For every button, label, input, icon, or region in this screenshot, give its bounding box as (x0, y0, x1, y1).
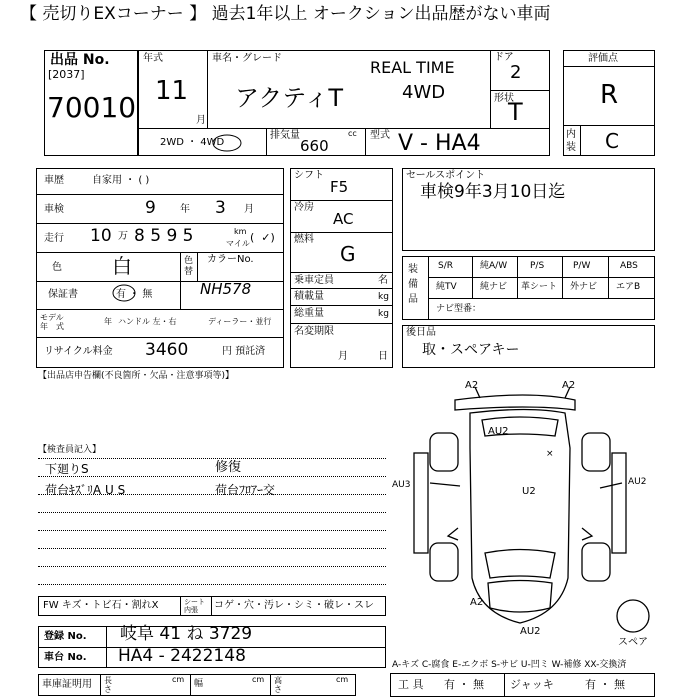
sales-point-value: 車検9年3月10日迄 (420, 182, 566, 202)
cert-wid: 幅 (194, 679, 204, 689)
score-label: 評価点 (588, 53, 618, 64)
color-value: 白 (112, 254, 132, 278)
later-value: 取・スペアキー (422, 342, 520, 358)
mileage-man-unit: 万 (118, 231, 128, 242)
capacity-unit-2: kg (378, 309, 389, 319)
mileage-km: km (234, 227, 247, 236)
warranty-circle-icon (112, 284, 136, 302)
history-value: 自家用 ・ ( ) (92, 175, 150, 186)
diagram-label-0: A2 (465, 380, 479, 391)
model-label: 型式 (370, 130, 390, 141)
name-value: アクティT (235, 84, 344, 112)
legend-seat2: コゲ・穴・汚レ・シミ・破レ・スレ (214, 600, 374, 611)
color-code-label: カラーNo. (207, 254, 254, 265)
model-value: V - HA4 (398, 131, 481, 156)
equipment-r2-3: 外ナビ (570, 282, 598, 292)
svg-text:×: × (546, 449, 554, 459)
name-grade1: REAL TIME (370, 58, 455, 77)
disp-value: 660 (300, 137, 329, 155)
equipment-r1-0: S/R (438, 261, 453, 271)
diagram-label-3: AU3 (392, 480, 411, 490)
capacity-unit-0: 名 (378, 275, 388, 286)
vehicle-details-box (36, 168, 284, 368)
door-label: ドア (494, 52, 514, 63)
recycle-unit: 円 預託済 (222, 346, 266, 357)
cert-label: 車庫証明用 (42, 679, 92, 690)
name-change-label: 名変期限 (294, 326, 334, 337)
interior-label: 内装 (566, 129, 576, 153)
cert-cm-1: cm (172, 675, 185, 684)
name-change-unit: 月 (338, 351, 348, 362)
inspection-label: 車検 (44, 204, 64, 215)
warranty-label: 保証書 (48, 289, 78, 300)
inspector-l1: 下廻りS (45, 462, 89, 476)
inspector-r2: 荷台ﾌﾛｱｰ交 (215, 483, 276, 497)
name-label: 車名・グレード (212, 53, 282, 64)
inspection-year: 9 (145, 198, 156, 218)
name-grade2: 4WD (402, 82, 446, 103)
mfg-dealer: ディーラー・並行 (208, 317, 272, 326)
chassis-label: 車台 No. (44, 652, 87, 663)
year-value: 11 (155, 76, 189, 106)
chassis-value: HA4 - 2422148 (118, 646, 246, 666)
cert-len: 長さ (104, 676, 112, 694)
legend-fw: FW キズ・トビ石・割れX (43, 600, 159, 611)
door-value: 2 (510, 62, 522, 83)
shape-label: 形状 (494, 93, 514, 104)
fuel-value: G (340, 242, 356, 266)
header-title: 【 売切りEXコーナー 】 過去1年以上 オークション出品歴がない車両 (20, 4, 551, 24)
jack-label: ジャッキ (510, 678, 554, 691)
capacity-label-1: 積載量 (294, 291, 324, 302)
equipment-label: 装備品 (408, 264, 418, 305)
mileage-mile: マイル (226, 239, 250, 248)
capacity-label-2: 総重量 (294, 308, 324, 319)
ac-label: 冷房 (294, 202, 314, 213)
diagram-label-6: A2 (470, 597, 484, 608)
recycle-label: リサイクル料金 (44, 346, 113, 357)
tools-value: 有 ・ 無 (444, 678, 484, 691)
equipment-r2-1: 純ナビ (480, 282, 508, 292)
inspector-l2: 荷台ｷｽﾞﾘA U S (45, 483, 126, 497)
capacity-unit-1: kg (378, 292, 389, 302)
mfg-handle: ハンドル 左・右 (118, 317, 177, 326)
equipment-r1-3: P/W (573, 261, 591, 271)
notes-label: 【出品店申告欄(不良箇所・欠品・注意事項等)】 (38, 371, 235, 381)
diagram-label-1: A2 (562, 380, 576, 391)
inspector-label: 【検査員記入】 (38, 445, 102, 455)
mileage-value: 8 5 9 5 (134, 226, 194, 246)
history-label: 車歴 (44, 175, 64, 186)
lot-sub: [2037] (48, 68, 85, 81)
color-repaint: 色替 (184, 256, 194, 277)
legend-seat: シート内張 (184, 598, 205, 614)
cert-hei: 高さ (274, 676, 282, 694)
diagram-label-5: U2 (522, 486, 536, 497)
inspection-month-unit: 月 (244, 204, 254, 215)
diagram-label-7: AU2 (520, 626, 541, 637)
reg-value: 岐阜 41 ね 3729 (120, 624, 253, 644)
cert-cm-2: cm (252, 675, 265, 684)
cert-cm-3: cm (336, 675, 349, 684)
ac-value: AC (333, 210, 354, 228)
year-label: 年式 (143, 53, 163, 64)
recycle-value: 3460 (145, 340, 189, 360)
equipment-r1-2: P/S (530, 261, 545, 271)
car-diagram (400, 378, 660, 638)
later-label: 後日品 (406, 327, 436, 338)
inspection-month: 3 (215, 198, 226, 218)
equipment-r2-2: 革シート (521, 282, 558, 292)
name-change-day: 日 (378, 351, 388, 362)
legend-text: A-キズ C-腐食 E-エクボ S-サビ U-凹ミ W-補修 XX-交換済 (392, 660, 627, 670)
jack-value: 有 ・ 無 (585, 678, 625, 691)
mileage-paren: ( ✓) (250, 231, 275, 244)
mfg-year-unit: 年 (104, 317, 112, 326)
drive-label: 2WD ・ 4WD (160, 137, 225, 148)
spare-label: スペア (618, 637, 648, 648)
reg-label: 登録 No. (44, 631, 87, 642)
disp-label: 排気量 (270, 130, 300, 141)
inspector-r1: 修復 (215, 460, 242, 475)
mfg-label: モデル 年 式 (40, 313, 64, 331)
year-unit: 月 (196, 115, 206, 126)
spec-box (290, 168, 393, 368)
lot-number: 70010 (47, 91, 137, 124)
equipment-r1-1: 純A/W (480, 261, 508, 271)
diagram-label-2: AU2 (488, 426, 509, 437)
equipment-navi: ナビ型番： (436, 304, 482, 314)
sales-point-label: セールスポイント (406, 170, 486, 181)
inspection-year-unit: 年 (180, 204, 190, 215)
disp-unit: cc (348, 129, 357, 138)
lot-label: 出品 No. (50, 52, 110, 68)
tools-label: 工 具 (398, 678, 424, 691)
color-code: NH578 (200, 280, 252, 298)
shift-value: F5 (330, 178, 349, 196)
mileage-label: 走行 (44, 233, 64, 244)
diagram-label-4: AU2 (628, 477, 647, 487)
warranty-value: 有 ・ 無 (116, 289, 153, 300)
fuel-label: 燃料 (294, 234, 314, 245)
mileage-man: 10 (90, 226, 112, 246)
shift-label: シフト (294, 170, 324, 181)
interior-value: C (605, 129, 619, 153)
equipment-r2-0: 純TV (436, 282, 457, 292)
capacity-label-0: 乗車定員 (294, 275, 334, 286)
color-label: 色 (52, 262, 62, 273)
equipment-r1-4: ABS (620, 261, 638, 271)
equipment-r2-4: エアB (616, 282, 641, 292)
shape-value: T (508, 98, 523, 126)
score-value: R (600, 80, 619, 110)
drive-circle-icon (212, 134, 242, 152)
